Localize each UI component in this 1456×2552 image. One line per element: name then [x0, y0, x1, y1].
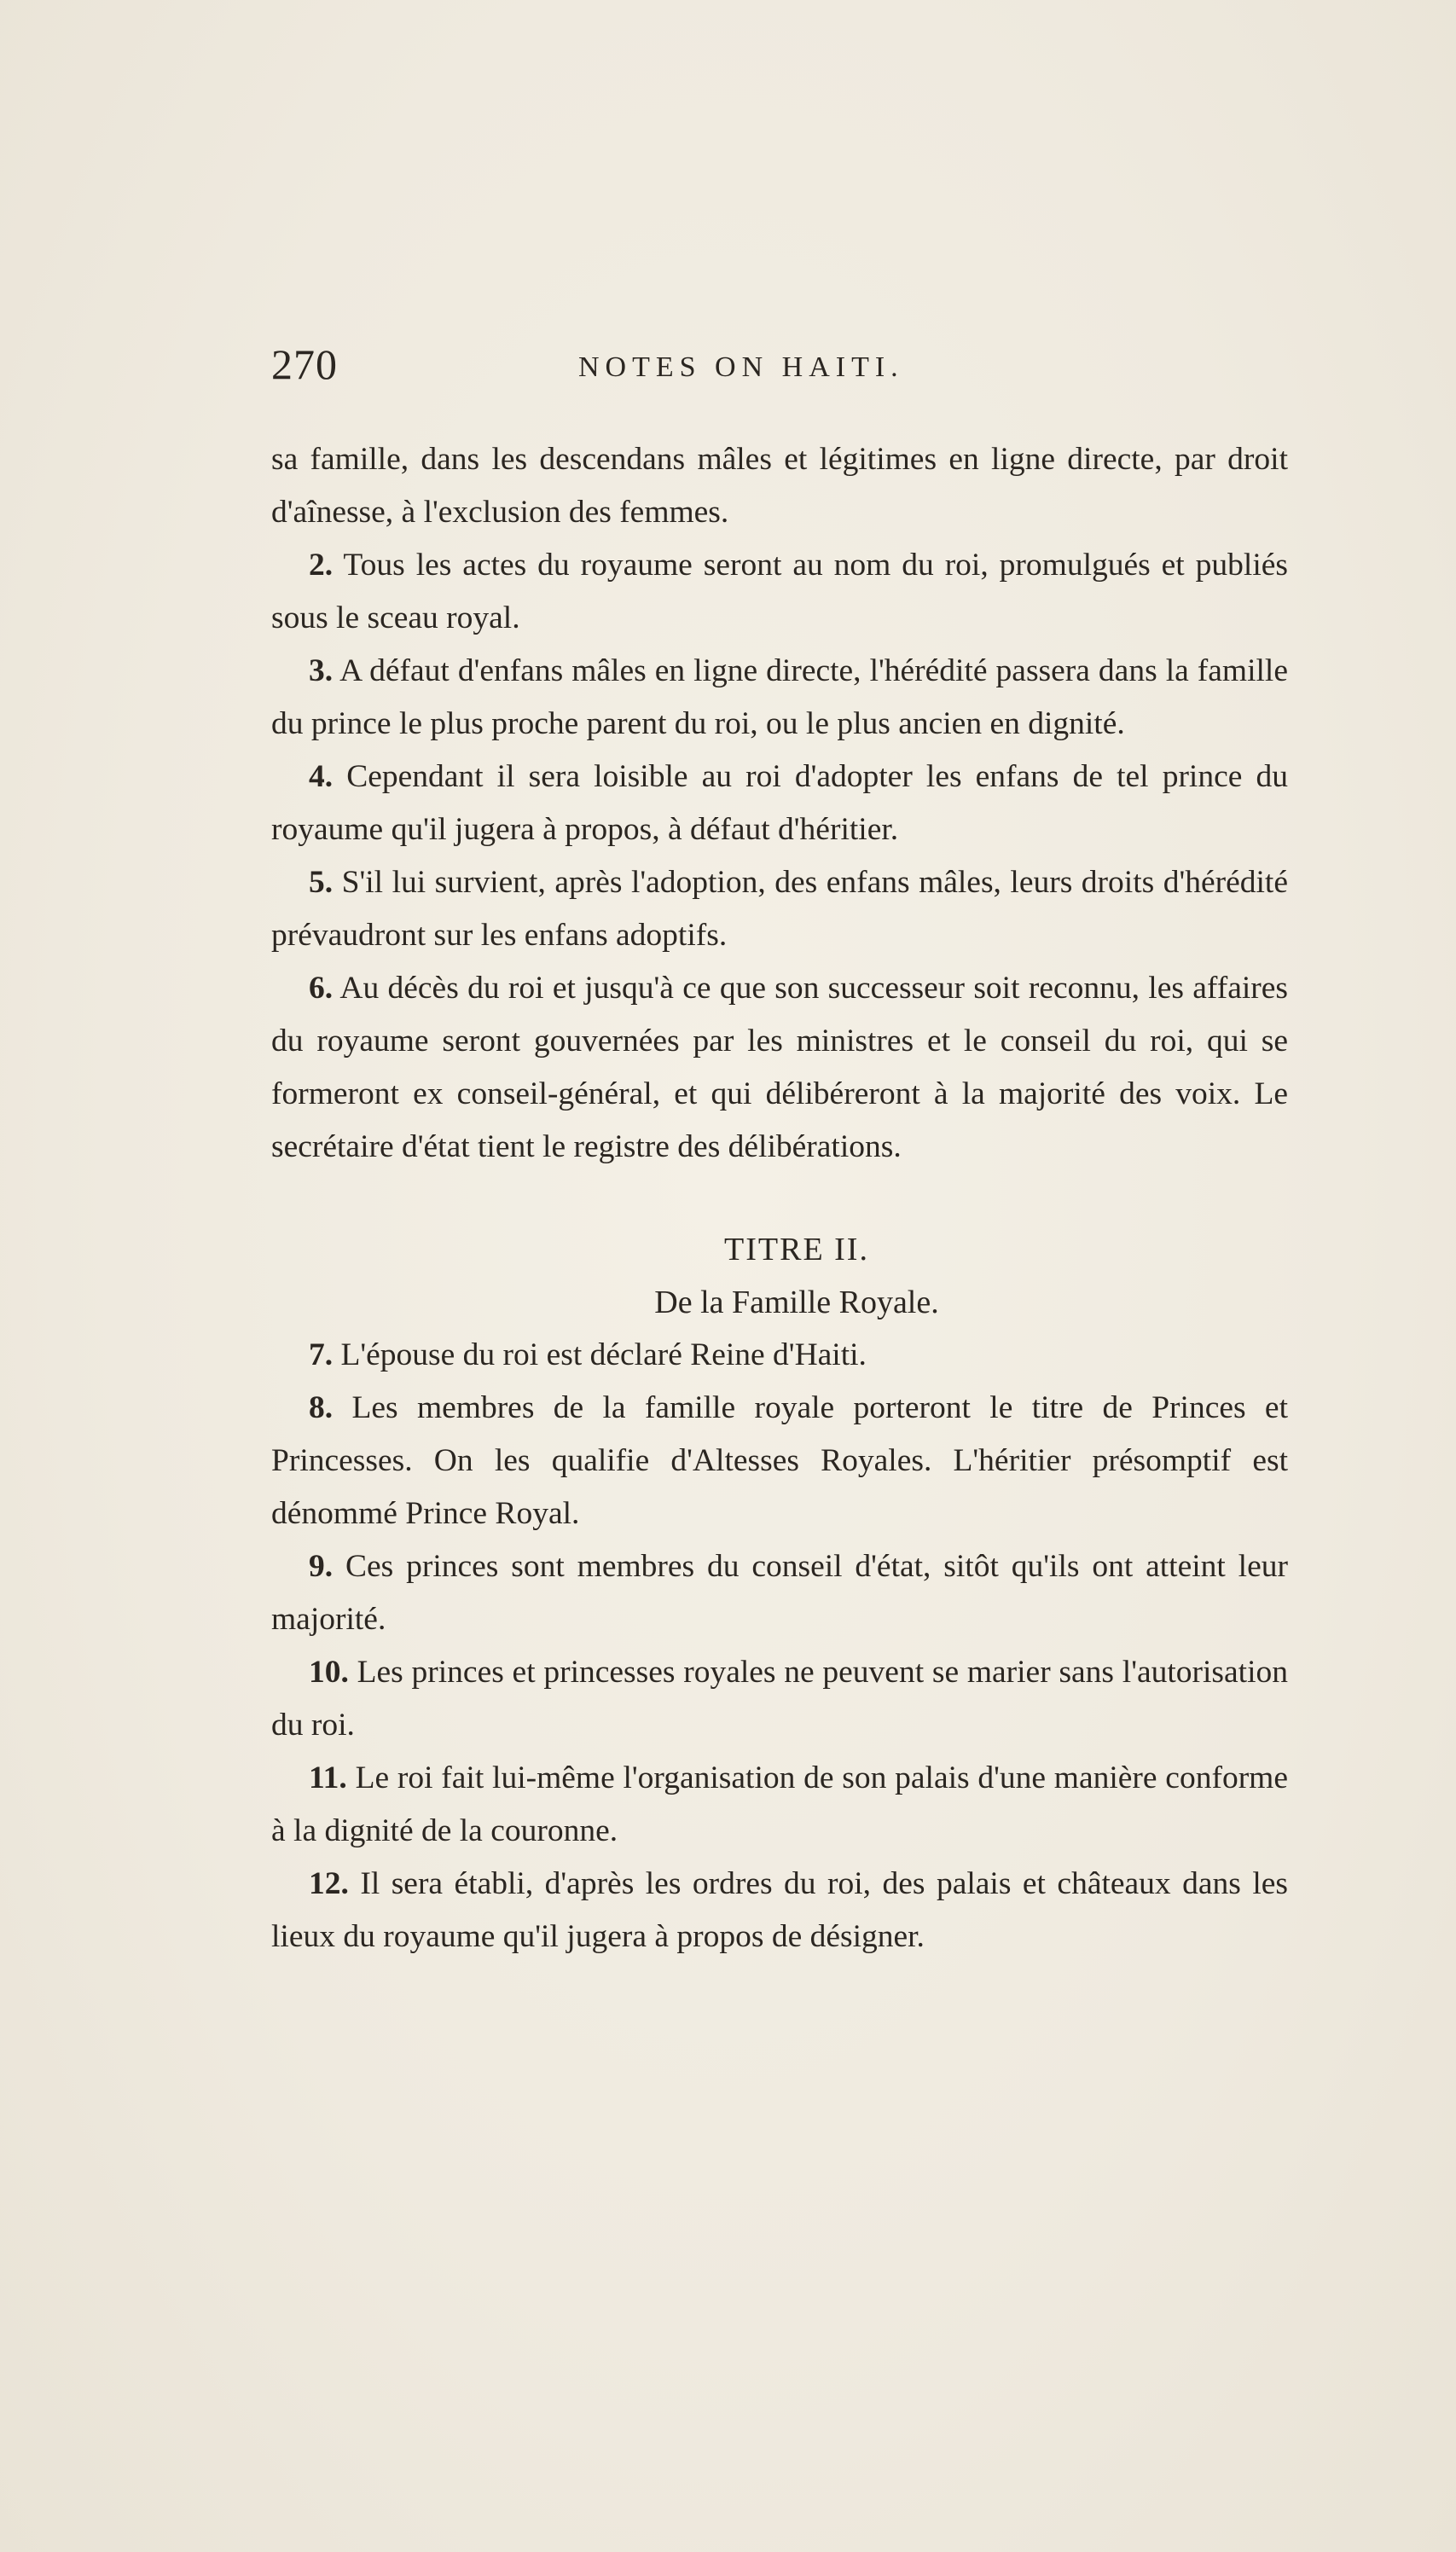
article-text: Les princes et princesses royales ne peuvent se marier sans l'autorisation du roi. — [271, 1655, 1288, 1743]
article-text: S'il lui survient, après l'adoption, des enfans mâles, leurs droits d'hérédité prévaudront sur les enfans adoptifs. — [271, 865, 1288, 953]
article-number: 4. — [309, 759, 334, 794]
article-12 — [271, 1858, 1288, 1963]
article-text: Cependant il sera loisible au roi d'adopter les enfans de tel prince du royaume qu'il jugera à propos, à défaut d'héritier. — [271, 759, 1288, 847]
article-text: L'épouse du roi est déclaré Reine d'Haiti. — [333, 1337, 867, 1372]
article-10 — [271, 1646, 1288, 1752]
article-text: Au décès du roi et jusqu'à ce que son successeur soit reconnu, les affaires du royaume seront gouvernées par les ministres et le conseil du roi, qui se formeront ex conseil-général, et qui délibéreront à la majorité des voix. Le secrétaire d'état tient le registre des délibérations. — [271, 971, 1288, 1164]
body-text — [271, 433, 1288, 1963]
article-number: 2. — [309, 548, 334, 583]
article-5 — [271, 856, 1288, 962]
page-number: 270 — [271, 340, 338, 388]
article-3 — [271, 645, 1288, 751]
article-text: Le roi fait lui-même l'organisation de son palais d'une manière conforme à la dignité de la couronne. — [271, 1760, 1288, 1848]
article-number: 11. — [309, 1760, 347, 1795]
article-number: 10. — [309, 1655, 349, 1690]
article-number: 7. — [309, 1337, 334, 1372]
article-number: 5. — [309, 865, 334, 900]
article-6 — [271, 962, 1288, 1174]
article-9 — [271, 1540, 1288, 1646]
article-text: Tous les actes du royaume seront au nom du roi, promulgués et publiés sous le sceau royal. — [271, 548, 1288, 635]
article-number: 6. — [309, 971, 334, 1006]
article-7 — [271, 1329, 1288, 1382]
article-2 — [271, 539, 1288, 645]
article-number: 8. — [309, 1390, 334, 1425]
running-head — [271, 339, 1295, 399]
section-subtitle: De la Famille Royale. — [654, 1285, 939, 1320]
article-text: Il sera établi, d'après les ordres du roi, des palais et châteaux dans les lieux du royaume qu'il jugera à propos de désigner. — [271, 1866, 1288, 1954]
article-8 — [271, 1382, 1288, 1540]
running-title: NOTES ON HAITI. — [578, 351, 904, 383]
paragraph-continuation — [271, 433, 1288, 539]
paragraph-text: sa famille, dans les descendans mâles et légitimes en ligne directe, par droit d'aînesse, à l'exclusion des femmes. — [271, 442, 1288, 530]
article-number: 9. — [309, 1549, 334, 1584]
article-4 — [271, 751, 1288, 856]
article-11 — [271, 1752, 1288, 1858]
article-number: 3. — [309, 653, 334, 688]
article-number: 12. — [309, 1866, 349, 1901]
section-title: TITRE II. — [724, 1232, 869, 1267]
article-text: Les membres de la famille royale porteront le titre de Princes et Princesses. On les qualifie d'Altesses Royales. L'héritier présomptif est dénommé Prince Royal. — [271, 1390, 1288, 1531]
article-text: A défaut d'enfans mâles en ligne directe, l'hérédité passera dans la famille du prince le plus proche parent du roi, ou le plus ancien en dignité. — [271, 653, 1288, 741]
article-text: Ces princes sont membres du conseil d'état, sitôt qu'ils ont atteint leur majorité. — [271, 1549, 1288, 1637]
